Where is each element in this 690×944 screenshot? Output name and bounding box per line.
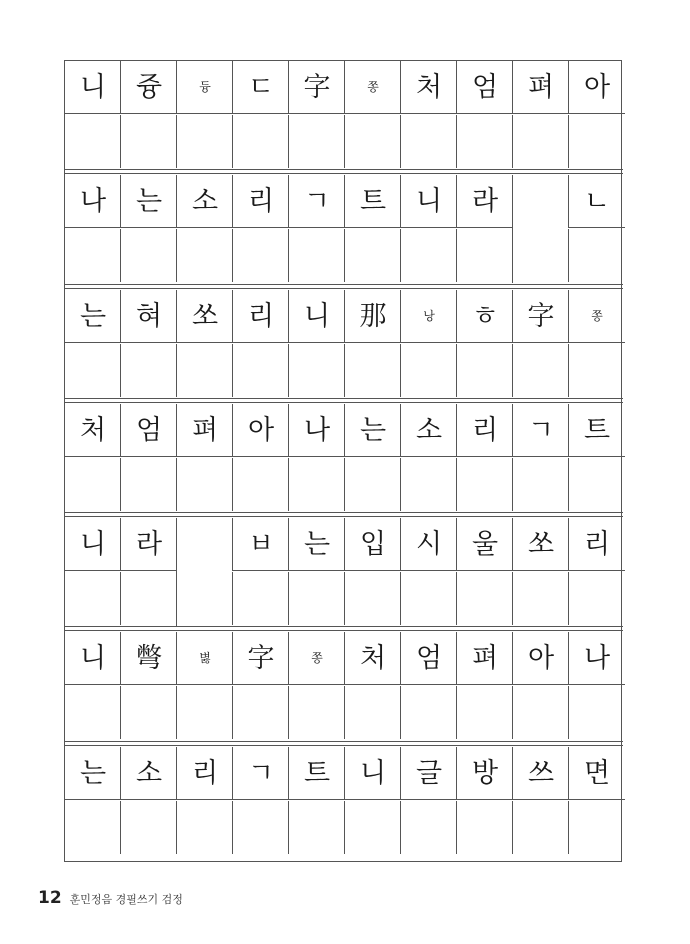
model-character-cell [456, 290, 513, 343]
model-character-cell [288, 175, 345, 228]
model-character: 펴 [471, 642, 499, 674]
practice-block [65, 632, 623, 741]
writing-practice-cell[interactable] [400, 801, 457, 854]
model-character: 라 [135, 528, 163, 560]
writing-practice-cell[interactable] [65, 344, 121, 397]
model-character-cell [568, 290, 625, 343]
writing-practice-cell[interactable] [344, 344, 401, 397]
model-character-cell [568, 518, 625, 571]
writing-practice-cell[interactable] [456, 115, 513, 168]
model-character: 는 [79, 757, 107, 789]
writing-practice-cell[interactable] [344, 458, 401, 511]
model-character-cell [176, 175, 233, 228]
writing-practice-cell[interactable] [176, 115, 233, 168]
block-divider [65, 169, 623, 174]
model-character: 방 [471, 757, 499, 789]
model-character: 는 [135, 185, 163, 217]
model-character-cell [568, 747, 625, 800]
writing-practice-cell[interactable] [568, 686, 625, 739]
writing-practice-cell[interactable] [400, 115, 457, 168]
writing-practice-cell[interactable] [176, 801, 233, 854]
model-character-cell [65, 290, 121, 343]
model-character-cell [344, 404, 401, 457]
writing-practice-cell[interactable] [568, 229, 625, 282]
model-character-cell [344, 747, 401, 800]
model-character-cell [568, 632, 625, 685]
model-character-cell [65, 175, 121, 228]
writing-practice-cell[interactable] [176, 458, 233, 511]
model-character: 쓰 [527, 757, 555, 789]
model-character-cell [120, 632, 177, 685]
model-character: 字 [303, 71, 331, 103]
model-character: 리 [191, 757, 219, 789]
model-character-cell [512, 747, 569, 800]
model-character-cell [512, 61, 569, 114]
model-character: 리 [471, 414, 499, 446]
model-character: 펴 [527, 71, 555, 103]
model-character: ㅂ [247, 528, 275, 560]
writing-practice-cell[interactable] [288, 458, 345, 511]
writing-practice-cell[interactable] [568, 572, 625, 625]
model-character: 울 [471, 528, 499, 560]
model-character-cell [456, 747, 513, 800]
model-character-cell [232, 175, 289, 228]
writing-practice-cell[interactable] [512, 115, 569, 168]
writing-practice-cell[interactable] [65, 572, 121, 625]
practice-block [65, 747, 623, 856]
model-character-cell [65, 632, 121, 685]
model-character-cell [512, 404, 569, 457]
practice-block [65, 61, 623, 170]
model-character: 쫑 [591, 309, 603, 323]
writing-practice-cell[interactable] [344, 801, 401, 854]
model-character: 는 [79, 300, 107, 332]
writing-practice-cell[interactable] [65, 115, 121, 168]
model-character: 소 [415, 414, 443, 446]
model-character-cell [456, 632, 513, 685]
writing-practice-cell[interactable] [65, 229, 121, 282]
writing-practice-cell[interactable] [400, 686, 457, 739]
model-character-cell [400, 61, 457, 114]
writing-practice-cell[interactable] [288, 115, 345, 168]
model-character: 니 [79, 642, 107, 674]
model-character-cell [65, 61, 121, 114]
model-character: 니 [415, 185, 443, 217]
writing-practice-cell[interactable] [512, 344, 569, 397]
writing-practice-cell[interactable] [344, 229, 401, 282]
model-character: 니 [79, 71, 107, 103]
writing-practice-cell[interactable] [456, 229, 513, 282]
model-character: 소 [191, 185, 219, 217]
writing-practice-cell[interactable] [344, 686, 401, 739]
writing-practice-cell[interactable] [344, 115, 401, 168]
model-character: 입 [359, 528, 387, 560]
practice-block [65, 290, 623, 399]
model-character: 리 [583, 528, 611, 560]
writing-practice-cell[interactable] [120, 229, 177, 282]
writing-practice-cell[interactable] [512, 801, 569, 854]
model-character: 즁 [135, 71, 163, 103]
block-divider [65, 398, 623, 403]
writing-practice-cell[interactable] [232, 344, 289, 397]
model-character: 낭 [423, 309, 435, 323]
model-character-cell [232, 518, 289, 571]
model-character: 는 [359, 414, 387, 446]
writing-practice-cell[interactable] [120, 686, 177, 739]
model-character-cell [288, 61, 345, 114]
model-character-cell [568, 175, 625, 228]
model-character-cell [344, 175, 401, 228]
model-character: 볋 [199, 651, 211, 665]
writing-practice-cell[interactable] [568, 344, 625, 397]
page-number: 12 [38, 888, 62, 908]
writing-practice-cell[interactable] [232, 229, 289, 282]
model-character-cell [512, 290, 569, 343]
model-character-cell [288, 290, 345, 343]
model-character-cell [120, 747, 177, 800]
model-character-cell [400, 518, 457, 571]
writing-practice-cell[interactable] [232, 572, 289, 625]
writing-practice-cell[interactable] [176, 686, 233, 739]
page-footer [38, 888, 183, 908]
model-character-cell [232, 404, 289, 457]
model-character: ㅎ [471, 300, 499, 332]
writing-practice-cell[interactable] [568, 801, 625, 854]
writing-practice-cell[interactable] [232, 801, 289, 854]
model-character: 처 [79, 414, 107, 446]
model-character: 아 [583, 71, 611, 103]
writing-practice-cell[interactable] [400, 229, 457, 282]
writing-practice-cell[interactable] [288, 801, 345, 854]
writing-practice-cell[interactable] [120, 458, 177, 511]
writing-worksheet [64, 60, 622, 862]
model-character: 니 [359, 757, 387, 789]
model-character: 니 [303, 300, 331, 332]
writing-practice-cell[interactable] [512, 458, 569, 511]
model-character: 혀 [135, 300, 163, 332]
model-character: 쏘 [527, 528, 555, 560]
model-character-cell [568, 61, 625, 114]
model-character: 니 [79, 528, 107, 560]
model-character-cell [400, 290, 457, 343]
model-character: 字 [247, 642, 275, 674]
model-character-cell [288, 632, 345, 685]
writing-practice-cell[interactable] [288, 572, 345, 625]
model-character-cell [65, 747, 121, 800]
model-character: 나 [79, 185, 107, 217]
writing-practice-cell[interactable] [456, 572, 513, 625]
model-character: 소 [135, 757, 163, 789]
writing-practice-cell[interactable] [288, 686, 345, 739]
block-divider [65, 284, 623, 289]
writing-practice-cell[interactable] [568, 115, 625, 168]
model-character: 彆 [135, 642, 163, 674]
model-character-cell [120, 404, 177, 457]
writing-practice-cell[interactable] [400, 344, 457, 397]
block-divider [65, 741, 623, 746]
model-character-cell [232, 632, 289, 685]
model-character: 那 [359, 300, 387, 332]
model-character-cell [344, 61, 401, 114]
writing-practice-cell[interactable] [232, 686, 289, 739]
model-character-cell [456, 518, 513, 571]
writing-practice-cell[interactable] [65, 458, 121, 511]
writing-practice-cell[interactable] [512, 572, 569, 625]
model-character-cell [400, 404, 457, 457]
model-character-cell [120, 518, 177, 571]
model-character: 라 [471, 185, 499, 217]
model-character: 쏘 [191, 300, 219, 332]
model-character: 면 [583, 757, 611, 789]
model-character: 字 [527, 300, 555, 332]
model-character-cell [512, 518, 569, 571]
model-character: 리 [247, 300, 275, 332]
writing-practice-cell[interactable] [456, 458, 513, 511]
writing-practice-cell[interactable] [120, 801, 177, 854]
model-character-cell [400, 632, 457, 685]
model-character: ㄷ [247, 71, 275, 103]
model-character: 쫑 [367, 80, 379, 94]
practice-block [65, 518, 623, 627]
model-character: 트 [359, 185, 387, 217]
writing-practice-cell[interactable] [400, 458, 457, 511]
blank-cell [176, 518, 233, 626]
writing-practice-cell[interactable] [65, 686, 121, 739]
writing-practice-cell[interactable] [176, 229, 233, 282]
model-character-cell [400, 175, 457, 228]
model-character: 글 [415, 757, 443, 789]
model-character: ㄴ [583, 185, 611, 217]
writing-practice-cell[interactable] [120, 572, 177, 625]
model-character: ㄱ [247, 757, 275, 789]
writing-practice-cell[interactable] [120, 115, 177, 168]
model-character-cell [456, 175, 513, 228]
model-character-cell [232, 747, 289, 800]
model-character-cell [120, 290, 177, 343]
writing-practice-cell[interactable] [400, 572, 457, 625]
model-character: 트 [583, 414, 611, 446]
model-character-cell [344, 290, 401, 343]
model-character-cell [176, 747, 233, 800]
model-character-cell [176, 290, 233, 343]
model-character: 펴 [191, 414, 219, 446]
model-character-cell [176, 404, 233, 457]
writing-practice-cell[interactable] [456, 801, 513, 854]
writing-practice-cell[interactable] [288, 344, 345, 397]
model-character-cell [568, 404, 625, 457]
model-character-cell [65, 404, 121, 457]
model-character: 아 [247, 414, 275, 446]
writing-practice-cell[interactable] [65, 801, 121, 854]
model-character: ㄱ [527, 414, 555, 446]
model-character-cell [232, 61, 289, 114]
model-character-cell [288, 747, 345, 800]
writing-practice-cell[interactable] [176, 344, 233, 397]
model-character: 트 [303, 757, 331, 789]
book-title: 훈민정음 경필쓰기 검정 [69, 893, 183, 906]
writing-practice-cell[interactable] [288, 229, 345, 282]
practice-block [65, 404, 623, 513]
model-character: 는 [303, 528, 331, 560]
block-divider [65, 512, 623, 517]
writing-practice-cell[interactable] [512, 686, 569, 739]
practice-block [65, 175, 623, 284]
model-character-cell [344, 518, 401, 571]
model-character: 나 [303, 414, 331, 446]
writing-practice-cell[interactable] [120, 344, 177, 397]
block-divider [65, 626, 623, 631]
model-character: 아 [527, 642, 555, 674]
model-character-cell [288, 518, 345, 571]
model-character: 리 [247, 185, 275, 217]
model-character-cell [120, 175, 177, 228]
model-character: 처 [415, 71, 443, 103]
blank-cell [512, 175, 569, 283]
model-character-cell [288, 404, 345, 457]
model-character: 쫑 [311, 651, 323, 665]
model-character: 엄 [415, 642, 443, 674]
model-character: 처 [359, 642, 387, 674]
model-character: 나 [583, 642, 611, 674]
model-character: 시 [415, 528, 443, 560]
model-character: 듕 [199, 80, 211, 94]
writing-practice-cell[interactable] [232, 115, 289, 168]
model-character: 엄 [135, 414, 163, 446]
model-character: 엄 [471, 71, 499, 103]
model-character-cell [512, 632, 569, 685]
model-character-cell [120, 61, 177, 114]
model-character-cell [400, 747, 457, 800]
model-character-cell [344, 632, 401, 685]
writing-practice-cell[interactable] [344, 572, 401, 625]
model-character: ㄱ [303, 185, 331, 217]
writing-practice-cell[interactable] [568, 458, 625, 511]
writing-practice-cell[interactable] [456, 344, 513, 397]
writing-practice-cell[interactable] [456, 686, 513, 739]
model-character-cell [456, 404, 513, 457]
model-character-cell [456, 61, 513, 114]
model-character-cell [65, 518, 121, 571]
model-character-cell [176, 632, 233, 685]
writing-practice-cell[interactable] [232, 458, 289, 511]
model-character-cell [176, 61, 233, 114]
model-character-cell [232, 290, 289, 343]
